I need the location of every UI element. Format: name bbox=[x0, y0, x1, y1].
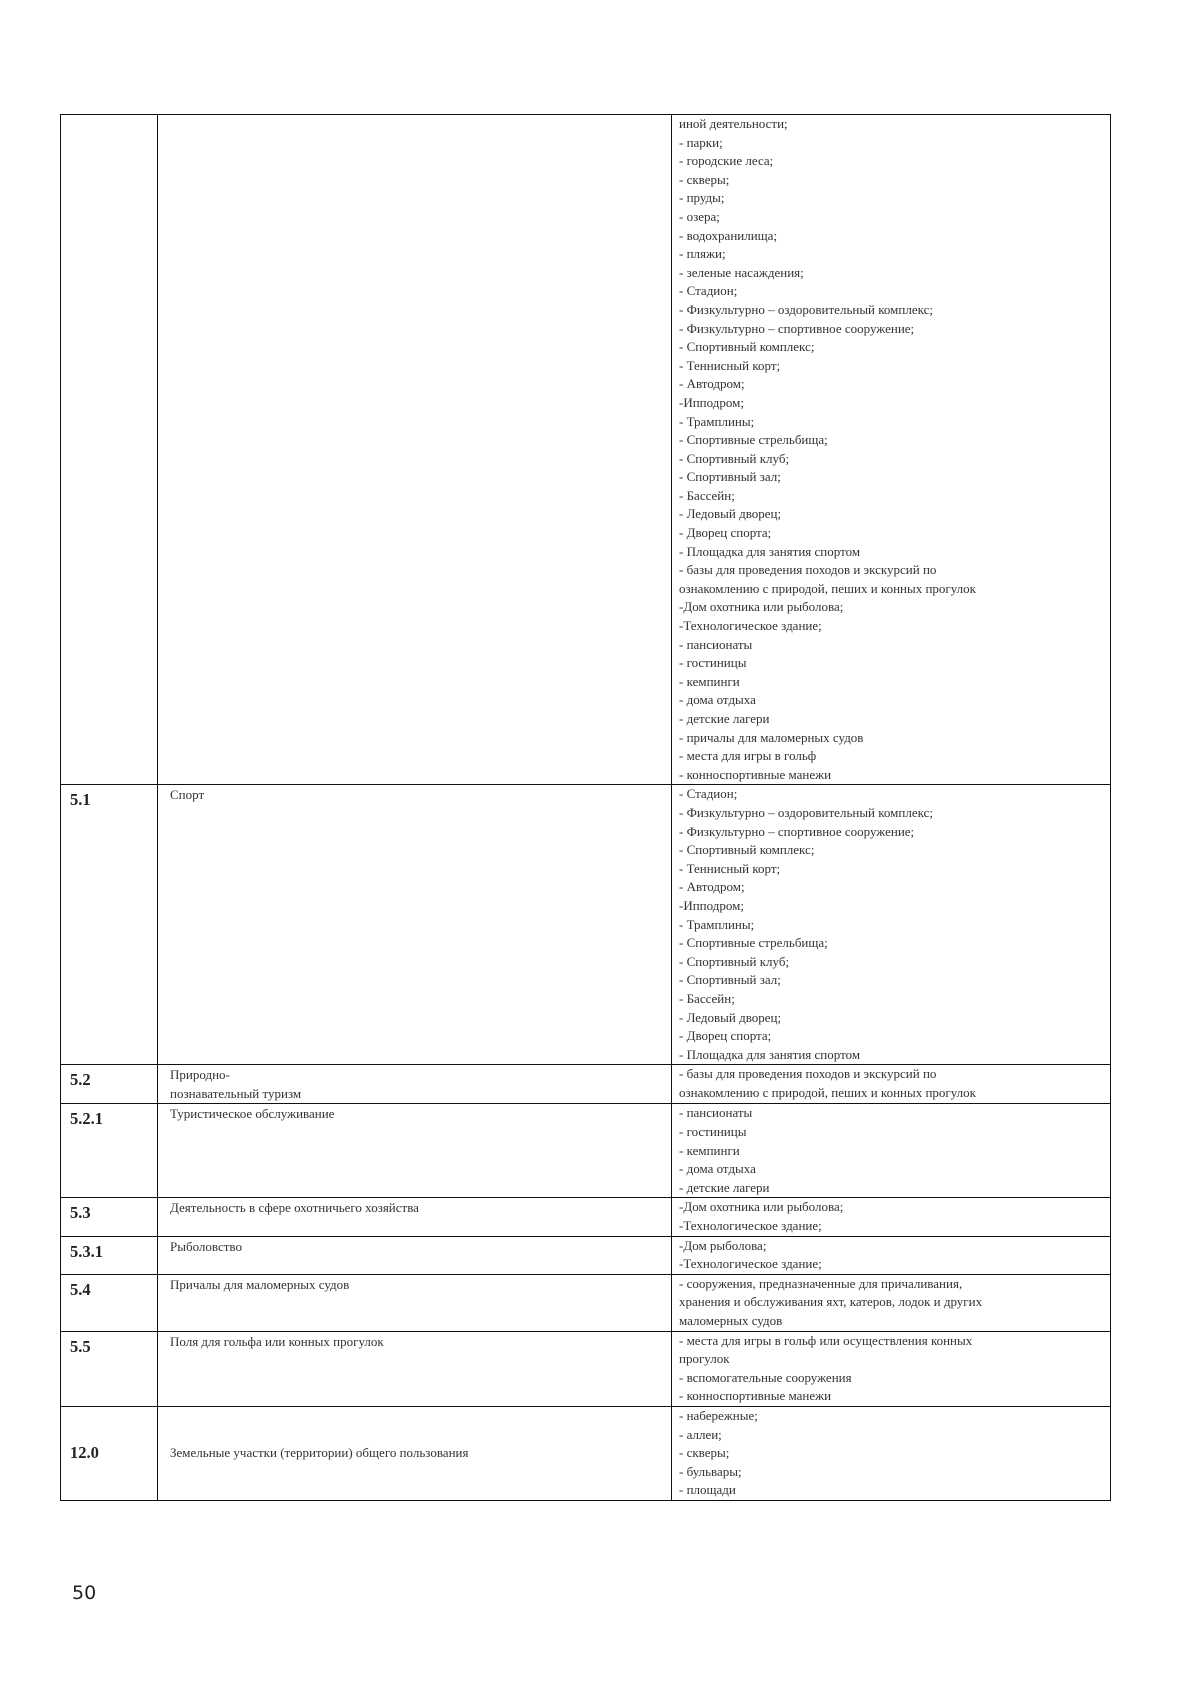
code-cell: 5.2 bbox=[61, 1065, 158, 1104]
use-line: - Площадка для занятия спортом bbox=[679, 543, 861, 559]
use-line: - места для игры в гольф или осуществления конных bbox=[679, 1332, 973, 1348]
use-line: - гостиницы bbox=[679, 655, 747, 671]
use-line: - Площадка для занятия спортом bbox=[679, 1046, 861, 1062]
permitted-uses-cell bbox=[672, 1406, 1111, 1500]
use-line: - скверы; bbox=[679, 171, 730, 187]
name-cell bbox=[158, 1065, 672, 1104]
table-row bbox=[61, 1065, 1111, 1104]
table-row bbox=[61, 1331, 1111, 1406]
permitted-uses-cell bbox=[672, 1198, 1111, 1236]
use-line: - Спортивный зал; bbox=[679, 469, 781, 485]
code-cell: 12.0 bbox=[61, 1406, 158, 1500]
use-line: - детские лагери bbox=[679, 711, 770, 726]
use-line: - Физкультурно – оздоровительный комплекс; bbox=[679, 804, 933, 820]
use-line: - озера; bbox=[679, 208, 720, 224]
use-line: -Ипподром; bbox=[679, 394, 744, 410]
name-cell: Поля для гольфа или конных прогулок bbox=[158, 1331, 672, 1406]
use-line: - Спортивные стрельбища; bbox=[679, 432, 828, 448]
land-use-table bbox=[60, 114, 1111, 1501]
use-line: -Дом рыболова; bbox=[679, 1237, 767, 1253]
use-line: - бульвары; bbox=[679, 1463, 742, 1479]
use-line: - Спортивный комплекс; bbox=[679, 842, 815, 858]
permitted-uses-cell bbox=[672, 1274, 1111, 1331]
table-row bbox=[61, 785, 1111, 1065]
use-line: - Ледовый дворец; bbox=[679, 1009, 782, 1025]
code-cell: 5.4 bbox=[61, 1274, 158, 1331]
code-cell: 5.5 bbox=[61, 1331, 158, 1406]
code-cell bbox=[61, 115, 158, 785]
use-line: - сооружения, предназначенные для причаливания, bbox=[679, 1275, 963, 1291]
use-line: - конноспортивные манежи bbox=[679, 1388, 832, 1404]
use-line: - кемпинги bbox=[679, 673, 740, 689]
permitted-uses-cell bbox=[672, 1065, 1111, 1104]
use-line: - аллеи; bbox=[679, 1426, 722, 1442]
code-cell: 5.3 bbox=[61, 1198, 158, 1236]
use-line: - Физкультурно – оздоровительный комплекс; bbox=[679, 301, 933, 317]
name-line: познавательный туризм bbox=[170, 1085, 302, 1101]
use-line: - Бассейн; bbox=[679, 487, 735, 503]
name-line: Природно- bbox=[170, 1067, 230, 1083]
use-line: - Трамплины; bbox=[679, 413, 755, 429]
use-line: - площади bbox=[679, 1482, 736, 1498]
use-line: - Автодром; bbox=[679, 879, 745, 895]
use-line: - Стадион; bbox=[679, 283, 738, 299]
use-line: - Стадион; bbox=[679, 786, 738, 802]
use-line: - детские лагери bbox=[679, 1179, 770, 1195]
use-line: - пансионаты bbox=[679, 1105, 753, 1121]
use-line: - Теннисный корт; bbox=[679, 357, 781, 373]
use-line: - Трамплины; bbox=[679, 916, 755, 932]
use-line: - Ледовый дворец; bbox=[679, 506, 782, 522]
name-cell: Туристическое обслуживание bbox=[158, 1104, 672, 1198]
code-cell: 5.3.1 bbox=[61, 1236, 158, 1274]
use-line: -Технологическое здание; bbox=[679, 618, 822, 634]
use-line: - Спортивный зал; bbox=[679, 972, 781, 988]
use-line: -Дом охотника или рыболова; bbox=[679, 1199, 844, 1215]
use-line: - водохранилища; bbox=[679, 227, 778, 243]
use-line: - зеленые насаждения; bbox=[679, 264, 804, 280]
use-line: - кемпинги bbox=[679, 1142, 740, 1158]
table-row bbox=[61, 1198, 1111, 1236]
use-line: -Технологическое здание; bbox=[679, 1256, 822, 1272]
permitted-uses-cell bbox=[672, 115, 1111, 785]
use-line: - дома отдыха bbox=[679, 1161, 756, 1177]
permitted-uses-cell bbox=[672, 1236, 1111, 1274]
use-line: - городские леса; bbox=[679, 153, 774, 169]
use-line: - Автодром; bbox=[679, 376, 745, 392]
table-row bbox=[61, 115, 1111, 785]
use-line: ознакомлению с природой, пеших и конных прогулок bbox=[679, 1084, 976, 1100]
use-line: маломерных судов bbox=[679, 1313, 783, 1328]
use-line: - Физкультурно – спортивное сооружение; bbox=[679, 823, 915, 839]
code-cell: 5.1 bbox=[61, 785, 158, 1065]
page-number: 50 bbox=[72, 1582, 97, 1604]
use-line: - Спортивные стрельбища; bbox=[679, 935, 828, 951]
table-row bbox=[61, 1406, 1111, 1500]
use-line: - конноспортивные манежи bbox=[679, 766, 832, 782]
permitted-uses-cell bbox=[672, 1104, 1111, 1198]
use-line: прогулок bbox=[679, 1351, 730, 1367]
use-line: - Спортивный комплекс; bbox=[679, 339, 815, 355]
name-cell: Земельные участки (территории) общего пользования bbox=[158, 1406, 672, 1500]
use-line: - Бассейн; bbox=[679, 990, 735, 1006]
name-cell: Причалы для маломерных судов bbox=[158, 1274, 672, 1331]
table-body bbox=[61, 115, 1111, 1501]
use-line: иной деятельности; bbox=[679, 116, 788, 131]
use-line: - вспомогательные сооружения bbox=[679, 1369, 852, 1385]
use-line: -Дом охотника или рыболова; bbox=[679, 599, 844, 615]
use-line: - скверы; bbox=[679, 1445, 730, 1461]
use-line: - Физкультурно – спортивное сооружение; bbox=[679, 320, 915, 336]
permitted-uses-cell bbox=[672, 785, 1111, 1065]
name-cell: Рыболовство bbox=[158, 1236, 672, 1274]
use-line: - Дворец спорта; bbox=[679, 1028, 772, 1044]
table-row bbox=[61, 1274, 1111, 1331]
table-row bbox=[61, 1236, 1111, 1274]
use-line: - Спортивный клуб; bbox=[679, 953, 790, 969]
use-line: - пляжи; bbox=[679, 246, 726, 262]
use-line: - пансионаты bbox=[679, 636, 753, 652]
table-row bbox=[61, 1104, 1111, 1198]
use-line: хранения и обслуживания яхт, катеров, лодок и других bbox=[679, 1294, 983, 1310]
use-line: - базы для проведения походов и экскурсий по bbox=[679, 562, 937, 578]
permitted-uses-cell bbox=[672, 1331, 1111, 1406]
use-line: -Технологическое здание; bbox=[679, 1218, 822, 1234]
use-line: - Спортивный клуб; bbox=[679, 450, 790, 466]
use-line: - Теннисный корт; bbox=[679, 860, 781, 876]
use-line: - пруды; bbox=[679, 190, 725, 206]
use-line: - дома отдыха bbox=[679, 692, 756, 708]
name-cell: Спорт bbox=[158, 785, 672, 1065]
use-line: - гостиницы bbox=[679, 1124, 747, 1140]
use-line: - причалы для маломерных судов bbox=[679, 729, 864, 745]
use-line: - места для игры в гольф bbox=[679, 748, 817, 764]
use-line: - Дворец спорта; bbox=[679, 525, 772, 541]
name-cell: Деятельность в сфере охотничьего хозяйства bbox=[158, 1198, 672, 1236]
use-line: - набережные; bbox=[679, 1407, 758, 1423]
use-line: -Ипподром; bbox=[679, 897, 744, 913]
code-cell: 5.2.1 bbox=[61, 1104, 158, 1198]
name-cell bbox=[158, 115, 672, 785]
use-line: ознакомлению с природой, пеших и конных прогулок bbox=[679, 580, 976, 596]
use-line: - базы для проведения походов и экскурсий по bbox=[679, 1066, 937, 1082]
use-line: - парки; bbox=[679, 134, 723, 150]
